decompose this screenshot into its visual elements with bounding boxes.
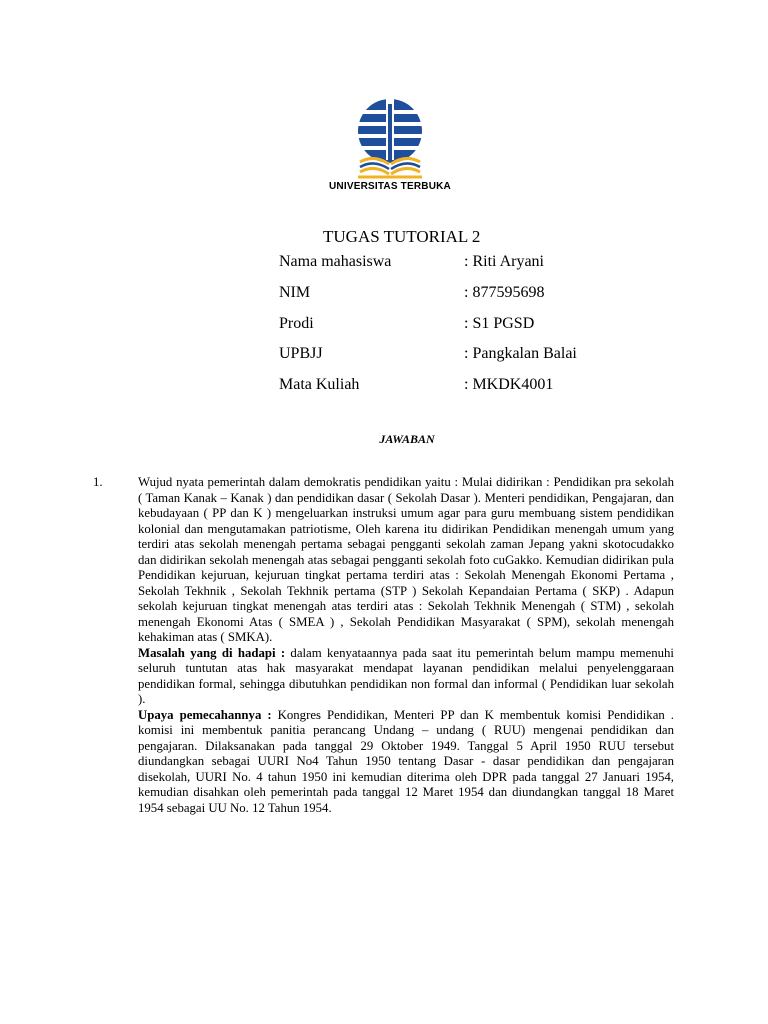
info-label: NIM xyxy=(279,284,311,302)
student-info-table xyxy=(279,247,577,400)
info-value: : Pangkalan Balai xyxy=(464,345,577,363)
problem-text: dalam kenyataannya pada saat itu pemerintah belum mampu memenuhi seluruh tuntutan atas hak masyarakat mendapat layanan pendidikan melalui penyelenggaraan pendidikan formal, sehingga dibutuhkan pendidikan non formal dan informal ( Pendidikan luar sekolah ). xyxy=(138,645,674,706)
info-label: UPBJJ xyxy=(279,345,323,363)
info-label: Mata Kuliah xyxy=(279,376,360,394)
document-title: TUGAS TUTORIAL 2 xyxy=(323,227,481,246)
info-label: Nama mahasiswa xyxy=(279,253,392,271)
answer-paragraph-3 xyxy=(138,708,674,817)
answer-heading: JAWABAN xyxy=(379,432,435,446)
problem-label: Masalah yang di hadapi : xyxy=(138,645,286,660)
answer-paragraph-2 xyxy=(138,646,674,708)
university-logo xyxy=(320,96,460,198)
list-number: 1. xyxy=(93,475,103,489)
info-row-upbjj xyxy=(279,339,577,370)
info-value: : MKDK4001 xyxy=(464,376,554,394)
info-row-name xyxy=(279,247,577,278)
info-value: : 877595698 xyxy=(464,284,545,302)
info-value: : S1 PGSD xyxy=(464,314,535,332)
solution-label: Upaya pemecahannya : xyxy=(138,707,272,722)
info-value: : Riti Aryani xyxy=(464,253,544,271)
solution-text: Kongres Pendidikan, Menteri PP dan K membentuk komisi Pendidikan . komisi ini membentuk panitia perancang Undang – undang ( RUU) mengenai pendidikan dan pengajaran. Dilaksanakan pada tanggal 29 Oktober 1949. Tanggal 5 April 1950 RUU tersebut diundangkan sebagai UURI No4 Tahun 1950 tentang Dasar - dasar pendidikan dan pengajaran disekolah, UURI No. 4 tahun 1950 ini kemudian diterima oleh DPR pada tanggal 27 Januari 1954, kemudian disahkan oleh pemerintah pada tanggal 12 Maret 1954 dan diundangkan tanggal 18 Maret 1954 sebagai UU No. 12 Tahun 1954. xyxy=(138,707,674,815)
answer-body xyxy=(138,475,674,816)
university-emblem-icon xyxy=(352,96,428,180)
answer-paragraph-1: Wujud nyata pemerintah dalam demokratis pendidikan yaitu : Mulai didirikan : Pendidikan pra sekolah ( Taman Kanak – Kanak ) dan pendidikan dasar ( Sekolah Dasar ). Menteri pendidikan, Pengajaran, dan kebudayaan ( PP dan K ) mengeluarkan instruksi umum agar para guru membuang sistem pendidikan kolonial dan mengutamakan patriotisme, Oleh karena itu didirikan Pendidikan menengah umum yang terdiri atas sekolah menengah pertama sebagai pengganti sekolah zaman Jepang yakni skotocudakko dan didirikan sekolah menengah atas sebagai pengganti sekolah foto cuGakko. Kemudian didirikan pula Pendidikan kejuruan, kejuruan tingkat pertama terdiri atas : Sekolah Menengah Ekonomi Pertama , Sekolah Tekhnik , Sekolah Tekhnik pertama (STP ) Sekolah Kepandaian Pertama ( SKP) . Adapun sekolah kejuruan tingkat menengah atas terdiri atas : Sekolah Tekhnik Menengah ( STM) , sekolah menengah Ekonomi Atas ( SMEA ) , Sekolah Pendidikan Masyarakat ( SPM), sekolah menengah kehakiman atas ( SMKA). xyxy=(138,475,674,644)
info-row-nim xyxy=(279,278,577,309)
info-row-prodi xyxy=(279,308,577,339)
info-row-course xyxy=(279,370,577,401)
logo-text: UNIVERSITAS TERBUKA xyxy=(329,181,451,192)
info-label: Prodi xyxy=(279,314,314,332)
